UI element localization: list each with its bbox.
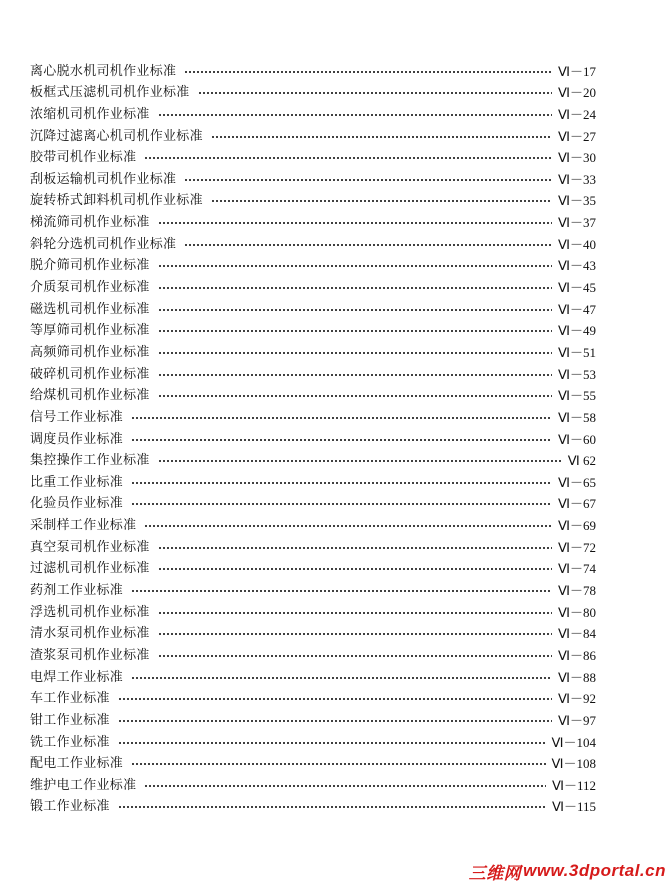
toc-entry-title: 旋转桥式卸料机司机作业标准 (30, 193, 203, 209)
toc-entry-title: 离心脱水机司机作业标准 (30, 63, 177, 79)
dot-leader (158, 284, 552, 292)
toc-entry-title: 信号工作业标准 (30, 409, 124, 425)
dot-leader (118, 717, 552, 725)
toc-entry-page: Ⅵ－115 (551, 799, 596, 815)
toc-entry[interactable] (30, 729, 596, 751)
toc-entry-title: 电焊工作业标准 (30, 669, 124, 685)
toc-entry-page: Ⅵ－67 (558, 496, 596, 512)
toc-entry[interactable] (30, 209, 596, 231)
toc-entry[interactable] (30, 794, 596, 816)
toc-entry[interactable] (30, 577, 596, 599)
toc-entry[interactable] (30, 686, 596, 708)
toc-entry[interactable] (30, 166, 596, 188)
toc-entry-page: Ⅵ－35 (558, 193, 596, 209)
watermark-logo (469, 860, 666, 882)
toc-entry[interactable] (30, 101, 596, 123)
toc-entry[interactable] (30, 426, 596, 448)
table-of-contents (30, 58, 596, 815)
toc-entry-page: Ⅵ－108 (551, 756, 596, 772)
toc-entry-title: 药剂工作业标准 (30, 583, 124, 599)
dot-leader (131, 479, 552, 487)
toc-entry[interactable] (30, 491, 596, 513)
toc-entry-title: 过滤机司机作业标准 (30, 561, 150, 577)
toc-entry[interactable] (30, 556, 596, 578)
toc-entry-page: Ⅵ－55 (558, 388, 596, 404)
dot-leader (158, 652, 552, 660)
dot-leader (158, 457, 562, 465)
toc-entry-page: Ⅵ－24 (558, 106, 596, 122)
toc-entry[interactable] (30, 274, 596, 296)
toc-entry[interactable] (30, 599, 596, 621)
dot-leader (158, 349, 552, 357)
toc-entry-title: 脱介筛司机作业标准 (30, 258, 150, 274)
toc-entry-page: Ⅵ－84 (558, 626, 596, 642)
toc-entry-page: Ⅵ－49 (558, 323, 596, 339)
toc-entry-title: 高频筛司机作业标准 (30, 344, 150, 360)
dot-leader (118, 695, 552, 703)
toc-entry-page: Ⅵ－53 (558, 366, 596, 382)
dot-leader (158, 609, 552, 617)
toc-entry-page: Ⅵ－17 (558, 63, 596, 79)
toc-entry[interactable] (30, 664, 596, 686)
toc-entry-page: Ⅵ－78 (558, 583, 596, 599)
toc-entry[interactable] (30, 751, 596, 773)
dot-leader (184, 68, 552, 76)
toc-entry-page: Ⅵ－112 (551, 777, 596, 793)
dot-leader (158, 565, 552, 573)
toc-entry-title: 介质泵司机作业标准 (30, 280, 150, 296)
toc-entry[interactable] (30, 145, 596, 167)
toc-entry-page: Ⅵ－69 (558, 518, 596, 534)
dot-leader (184, 241, 552, 249)
toc-entry[interactable] (30, 707, 596, 729)
toc-entry-page: Ⅵ－104 (551, 734, 596, 750)
toc-entry-title: 调度员作业标准 (30, 431, 124, 447)
toc-entry-page: Ⅵ－72 (558, 539, 596, 555)
dot-leader (158, 392, 552, 400)
dot-leader (131, 500, 552, 508)
dot-leader (131, 436, 552, 444)
toc-entry[interactable] (30, 448, 596, 470)
toc-entry[interactable] (30, 642, 596, 664)
toc-entry-title: 胶带司机作业标准 (30, 150, 137, 166)
dot-leader (144, 522, 552, 530)
toc-entry-page: Ⅵ－58 (558, 409, 596, 425)
dot-leader (144, 782, 546, 790)
toc-entry-page: Ⅵ－27 (558, 128, 596, 144)
toc-entry[interactable] (30, 80, 596, 102)
toc-entry[interactable] (30, 512, 596, 534)
toc-entry-title: 等厚筛司机作业标准 (30, 323, 150, 339)
toc-entry-title: 车工作业标准 (30, 691, 110, 707)
toc-entry-page: Ⅵ－92 (558, 691, 596, 707)
watermark-cn: 三维网 (468, 863, 522, 884)
watermark-url: www.3dportal.cn (523, 861, 666, 880)
dot-leader (118, 739, 546, 747)
toc-entry[interactable] (30, 469, 596, 491)
dot-leader (118, 803, 546, 811)
toc-entry-title: 比重工作业标准 (30, 474, 124, 490)
toc-entry-title: 渣浆泵司机作业标准 (30, 647, 150, 663)
dot-leader (158, 306, 552, 314)
toc-entry-title: 磁选机司机作业标准 (30, 301, 150, 317)
toc-entry-title: 铣工作业标准 (30, 734, 110, 750)
toc-entry-title: 板框式压滤机司机作业标准 (30, 85, 190, 101)
toc-entry[interactable] (30, 231, 596, 253)
toc-entry-page: Ⅵ－45 (558, 280, 596, 296)
toc-entry-page: Ⅵ－30 (558, 150, 596, 166)
toc-entry-title: 清水泵司机作业标准 (30, 626, 150, 642)
toc-entry-page: Ⅵ－60 (558, 431, 596, 447)
toc-entry[interactable] (30, 404, 596, 426)
toc-entry[interactable] (30, 361, 596, 383)
toc-entry-title: 钳工作业标准 (30, 712, 110, 728)
toc-entry-title: 破碎机司机作业标准 (30, 366, 150, 382)
toc-entry-page: Ⅵ－40 (558, 236, 596, 252)
dot-leader (158, 371, 552, 379)
toc-entry-page: Ⅵ－65 (558, 474, 596, 490)
toc-entry-title: 维护电工作业标准 (30, 777, 137, 793)
toc-entry-title: 化验员作业标准 (30, 496, 124, 512)
toc-entry-page: Ⅵ－88 (558, 669, 596, 685)
toc-entry-page: Ⅵ－47 (558, 301, 596, 317)
toc-entry-page: Ⅵ－80 (558, 604, 596, 620)
toc-entry-page: Ⅵ－37 (558, 215, 596, 231)
dot-leader (198, 89, 552, 97)
dot-leader (158, 544, 552, 552)
toc-entry-title: 斜轮分选机司机作业标准 (30, 236, 177, 252)
toc-entry-title: 给煤机司机作业标准 (30, 388, 150, 404)
toc-entry[interactable] (30, 318, 596, 340)
toc-entry-page: Ⅵ－97 (558, 712, 596, 728)
toc-entry[interactable] (30, 253, 596, 275)
toc-entry[interactable] (30, 339, 596, 361)
toc-entry-page: Ⅵ－86 (558, 647, 596, 663)
toc-entry-title: 刮板运输机司机作业标准 (30, 171, 177, 187)
toc-entry[interactable] (30, 296, 596, 318)
dot-leader (211, 197, 552, 205)
toc-entry-title: 锻工作业标准 (30, 799, 110, 815)
dot-leader (184, 176, 552, 184)
toc-entry[interactable] (30, 58, 596, 80)
dot-leader (131, 760, 545, 768)
toc-entry-title: 浮选机司机作业标准 (30, 604, 150, 620)
dot-leader (131, 414, 552, 422)
dot-leader (131, 587, 552, 595)
dot-leader (131, 674, 552, 682)
dot-leader (211, 133, 552, 141)
toc-entry-title: 沉降过滤离心机司机作业标准 (30, 128, 203, 144)
toc-entry[interactable] (30, 383, 596, 405)
toc-entry-page: Ⅵ－20 (558, 85, 596, 101)
dot-leader (158, 262, 552, 270)
toc-entry-page: Ⅵ－43 (558, 258, 596, 274)
toc-entry-title: 采制样工作业标准 (30, 518, 137, 534)
dot-leader (158, 327, 552, 335)
toc-entry-title: 配电工作业标准 (30, 756, 124, 772)
toc-entry-page: Ⅵ 62 (567, 453, 596, 469)
toc-entry[interactable] (30, 772, 596, 794)
dot-leader (158, 111, 552, 119)
toc-entry-page: Ⅵ－74 (558, 561, 596, 577)
toc-entry[interactable] (30, 123, 596, 145)
toc-entry-title: 真空泵司机作业标准 (30, 539, 150, 555)
toc-entry-page: Ⅵ－33 (558, 171, 596, 187)
toc-entry[interactable] (30, 188, 596, 210)
toc-entry-page: Ⅵ－51 (558, 344, 596, 360)
toc-entry-title: 浓缩机司机作业标准 (30, 106, 150, 122)
dot-leader (144, 154, 552, 162)
toc-entry-title: 集控操作工作业标准 (30, 453, 150, 469)
toc-entry[interactable] (30, 534, 596, 556)
dot-leader (158, 630, 552, 638)
toc-entry[interactable] (30, 621, 596, 643)
dot-leader (158, 219, 552, 227)
toc-entry-title: 梯流筛司机作业标准 (30, 215, 150, 231)
